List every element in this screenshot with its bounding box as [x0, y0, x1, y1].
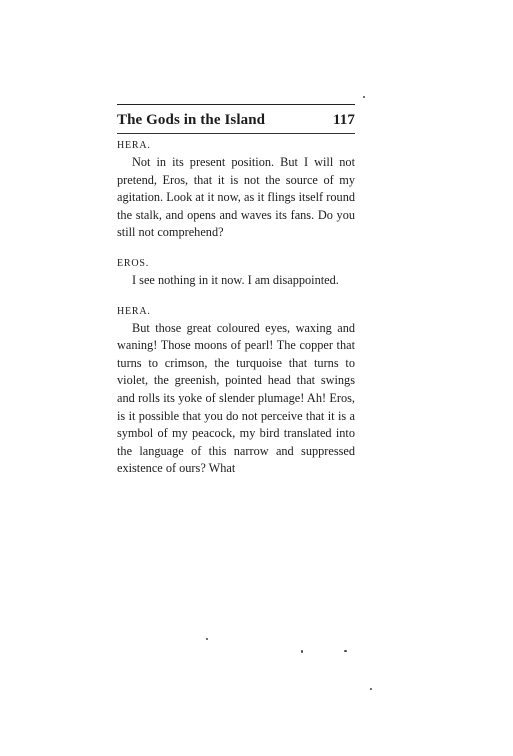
running-title: The Gods in the Island [117, 112, 266, 128]
scan-speck [301, 650, 303, 653]
speaker-name: EROS. [117, 257, 150, 269]
scan-speck [344, 650, 347, 652]
scan-speck [370, 688, 372, 690]
dialogue-block [117, 256, 355, 290]
book-page [117, 104, 355, 478]
speech-text: I see nothing in it now. I am disappointed. [132, 272, 339, 287]
speech-text: Not in its present position. But I will not pretend, Eros, that it is not the source of my agitation. Look at it now, as it flings itself round the stalk, and opens and waves its fans. Do you still not comprehend? [117, 155, 355, 240]
dialogue-block [117, 304, 355, 478]
speaker-name: HERA. [117, 140, 151, 151]
block-gap [117, 290, 355, 304]
top-rule [117, 104, 355, 105]
scan-speck [363, 96, 365, 98]
dialogue-block [117, 138, 355, 242]
speech-text: But those great coloured eyes, waxing and waning! Those moons of pearl! The copper that turns to crimson, the turquoise that turns to violet, the greenish, pointed head that swings and rolls its yoke of slender plumage! Ah! Eros, is it possible that you do not perceive that it is a symbol of my peacock, my bird translated into the language of this narrow and suppressed existence of ours? What [117, 320, 355, 476]
running-head [117, 111, 355, 129]
page-number: 117 [333, 112, 355, 128]
speaker-name: HERA. [117, 305, 151, 317]
block-gap [117, 242, 355, 256]
header-rule [117, 133, 355, 134]
scan-speck [206, 638, 208, 640]
